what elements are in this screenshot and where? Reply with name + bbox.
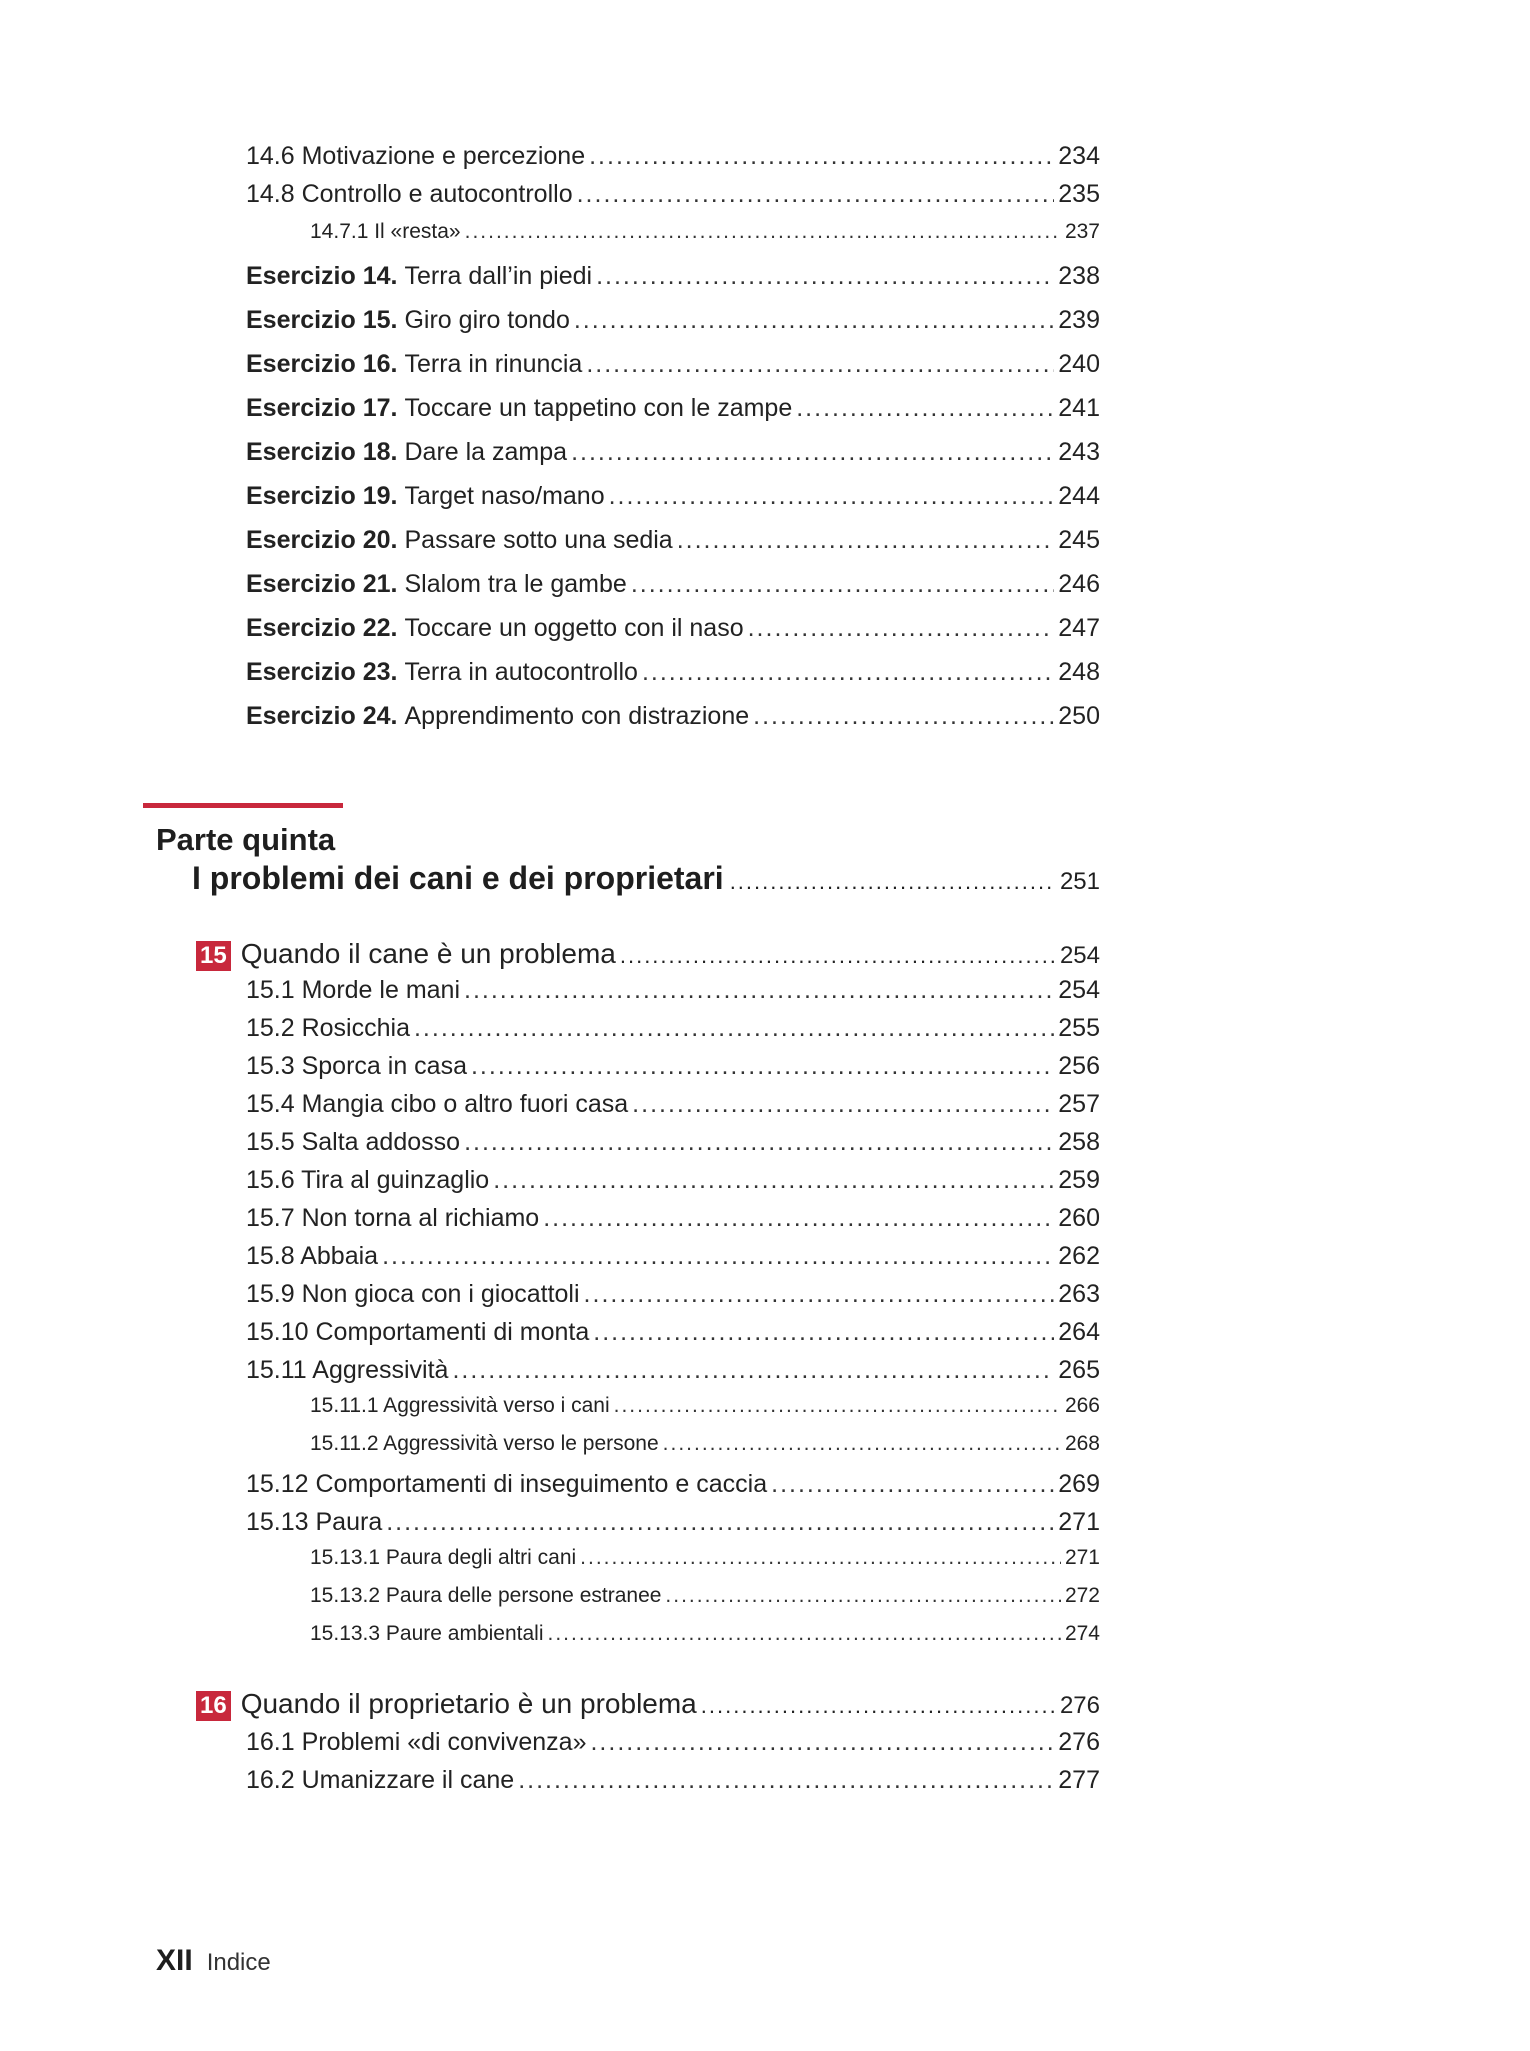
dot-leader — [730, 869, 1054, 895]
entry-title: Slalom tra le gambe — [404, 570, 627, 598]
toc-entry[interactable] — [246, 1128, 1100, 1157]
toc-entry[interactable] — [246, 350, 1100, 379]
entry-title: 15.5 Salta addosso — [246, 1128, 461, 1156]
exercise-number: Esercizio 23. — [246, 658, 398, 686]
toc-entry[interactable] — [246, 1766, 1100, 1795]
toc-entry[interactable] — [246, 394, 1100, 423]
entry-title: 16.1 Problemi «di convivenza» — [246, 1728, 587, 1756]
page-number: 277 — [1058, 1766, 1100, 1794]
toc-entry[interactable] — [246, 1508, 1100, 1537]
page-number: 258 — [1058, 1128, 1100, 1156]
part-rule — [143, 803, 343, 808]
dot-leader — [543, 1204, 1054, 1233]
dot-leader — [677, 526, 1055, 555]
entry-title: 15.7 Non torna al richiamo — [246, 1204, 540, 1232]
dot-leader — [590, 1728, 1054, 1757]
page-number: 241 — [1058, 394, 1100, 422]
page-number: 274 — [1064, 1622, 1100, 1645]
toc-entry[interactable] — [246, 1204, 1100, 1233]
dot-leader — [464, 976, 1054, 1005]
exercise-number: Esercizio 24. — [246, 702, 398, 730]
page-number: 269 — [1058, 1470, 1100, 1498]
entry-title: 14.6 Motivazione e percezione — [246, 142, 586, 170]
toc-entry[interactable] — [246, 702, 1100, 731]
dot-leader — [452, 1356, 1054, 1385]
dot-leader — [471, 1052, 1054, 1081]
dot-leader — [589, 142, 1054, 171]
page-number: 266 — [1064, 1394, 1100, 1417]
toc-entry[interactable] — [310, 220, 1100, 244]
toc-entry[interactable] — [310, 1432, 1100, 1456]
toc-entry[interactable] — [246, 1280, 1100, 1309]
page-number: 276 — [1058, 1728, 1100, 1756]
dot-leader — [493, 1166, 1054, 1195]
dot-leader — [580, 1546, 1061, 1570]
page-number: 245 — [1058, 526, 1100, 554]
dot-leader — [586, 350, 1054, 379]
chapter-title: Quando il proprietario è un problema — [240, 1688, 697, 1719]
folio-number: XII — [156, 1944, 193, 1977]
toc-entry[interactable] — [246, 180, 1100, 209]
toc-entry[interactable] — [246, 1318, 1100, 1347]
dot-leader — [571, 438, 1054, 467]
toc-entry[interactable] — [310, 1584, 1100, 1608]
toc-entry[interactable] — [246, 1090, 1100, 1119]
page-number: 243 — [1058, 438, 1100, 466]
dot-leader — [665, 1584, 1061, 1608]
part-title: Parte quinta — [156, 822, 336, 857]
entry-title: Passare sotto una sedia — [404, 526, 673, 554]
dot-leader — [620, 943, 1056, 969]
dot-leader — [609, 482, 1055, 511]
toc-entry[interactable] — [246, 526, 1100, 555]
page-number: 234 — [1058, 142, 1100, 170]
entry-title: Terra in autocontrollo — [404, 658, 638, 686]
toc-entry[interactable] — [246, 614, 1100, 643]
toc-entry[interactable] — [246, 570, 1100, 599]
page-number: 260 — [1058, 1204, 1100, 1232]
entry-title: 15.1 Morde le mani — [246, 976, 461, 1004]
entry-title: Target naso/mano — [404, 482, 605, 510]
page-number: 244 — [1058, 482, 1100, 510]
page-number: 246 — [1058, 570, 1100, 598]
exercise-number: Esercizio 16. — [246, 350, 398, 378]
exercise-number: Esercizio 17. — [246, 394, 398, 422]
page-number: 255 — [1058, 1014, 1100, 1042]
dot-leader — [548, 1622, 1061, 1646]
entry-title: 15.4 Mangia cibo o altro fuori casa — [246, 1090, 629, 1118]
dot-leader — [663, 1432, 1061, 1456]
chapter-15-heading[interactable] — [196, 938, 1100, 971]
dot-leader — [574, 306, 1054, 335]
entry-title: Giro giro tondo — [404, 306, 570, 334]
entry-title: 14.8 Controllo e autocontrollo — [246, 180, 573, 208]
entry-title: Apprendimento con distrazione — [404, 702, 750, 730]
page-number: 271 — [1058, 1508, 1100, 1536]
entry-title: 15.11 Aggressività — [246, 1356, 449, 1384]
toc-entry[interactable] — [246, 482, 1100, 511]
toc-entry[interactable] — [246, 1052, 1100, 1081]
dot-leader — [642, 658, 1054, 687]
dot-leader — [518, 1766, 1054, 1795]
page-number: 272 — [1064, 1584, 1100, 1607]
page-number: 259 — [1058, 1166, 1100, 1194]
entry-title: 15.11.1 Aggressività verso i cani — [310, 1394, 610, 1417]
toc-entry[interactable] — [246, 1470, 1100, 1499]
entry-title: 15.13 Paura — [246, 1508, 383, 1536]
chapter-title: Quando il cane è un problema — [240, 938, 616, 969]
dot-leader — [748, 614, 1055, 643]
toc-entry[interactable] — [246, 658, 1100, 687]
toc-entry[interactable] — [310, 1394, 1100, 1418]
dot-leader — [796, 394, 1054, 423]
toc-entry[interactable] — [246, 306, 1100, 335]
page-number: 248 — [1058, 658, 1100, 686]
page-number: 238 — [1058, 262, 1100, 290]
page-number: 254 — [1058, 976, 1100, 1004]
page-number: 262 — [1058, 1242, 1100, 1270]
entry-title: 15.11.2 Aggressività verso le persone — [310, 1432, 659, 1455]
part-subtitle: I problemi dei cani e dei proprietari — [192, 860, 724, 896]
page-number: 239 — [1058, 306, 1100, 334]
toc-entry[interactable] — [246, 1242, 1100, 1271]
entry-title: 15.8 Abbaia — [246, 1242, 379, 1270]
page-number: 257 — [1058, 1090, 1100, 1118]
entry-title: 16.2 Umanizzare il cane — [246, 1766, 515, 1794]
toc-entry[interactable] — [246, 976, 1100, 1005]
entry-title: Terra in rinuncia — [404, 350, 583, 378]
chapter-number-badge: 16 — [196, 1691, 231, 1721]
dot-leader — [596, 262, 1054, 291]
entry-title: 15.6 Tira al guinzaglio — [246, 1166, 490, 1194]
page-number: 265 — [1058, 1356, 1100, 1384]
exercise-number: Esercizio 20. — [246, 526, 398, 554]
page-number: 240 — [1058, 350, 1100, 378]
page-number: 247 — [1058, 614, 1100, 642]
page-number: 250 — [1058, 702, 1100, 730]
page-footer — [156, 1944, 271, 1978]
section-label: Indice — [206, 1949, 271, 1976]
page-number: 235 — [1058, 180, 1100, 208]
page-number: 263 — [1058, 1280, 1100, 1308]
page-number: 237 — [1064, 220, 1100, 243]
entry-title: Toccare un tappetino con le zampe — [404, 394, 793, 422]
dot-leader — [632, 1090, 1054, 1119]
entry-title: 15.13.2 Paura delle persone estranee — [310, 1584, 662, 1607]
dot-leader — [631, 570, 1054, 599]
page-number: 276 — [1059, 1692, 1100, 1719]
chapter-number-badge: 15 — [196, 941, 231, 971]
toc-entry[interactable] — [310, 1622, 1100, 1646]
toc-entry[interactable] — [246, 262, 1100, 291]
toc-entry[interactable] — [246, 1728, 1100, 1757]
entry-title: Toccare un oggetto con il naso — [404, 614, 744, 642]
dot-leader — [593, 1318, 1054, 1347]
page-number: 251 — [1059, 868, 1100, 895]
page-number: 254 — [1059, 942, 1100, 969]
entry-title: 15.9 Non gioca con i giocattoli — [246, 1280, 580, 1308]
dot-leader — [465, 220, 1061, 244]
dot-leader — [753, 702, 1054, 731]
toc-entry[interactable] — [246, 438, 1100, 467]
entry-title: 15.12 Comportamenti di inseguimento e caccia — [246, 1470, 768, 1498]
toc-entry[interactable] — [246, 1166, 1100, 1195]
entry-title: 15.13.1 Paura degli altri cani — [310, 1546, 577, 1569]
page-number: 264 — [1058, 1318, 1100, 1346]
exercise-number: Esercizio 22. — [246, 614, 398, 642]
chapter-16-heading[interactable] — [196, 1688, 1100, 1721]
entry-title: 15.10 Comportamenti di monta — [246, 1318, 590, 1346]
entry-title: 15.13.3 Paure ambientali — [310, 1622, 544, 1645]
entry-title: 15.3 Sporca in casa — [246, 1052, 467, 1080]
dot-leader — [701, 1693, 1056, 1719]
toc-entry[interactable] — [246, 1014, 1100, 1043]
toc-entry[interactable] — [246, 142, 1100, 171]
dot-leader — [464, 1128, 1054, 1157]
toc-entry[interactable] — [246, 1356, 1100, 1385]
exercise-number: Esercizio 21. — [246, 570, 398, 598]
entry-title: Dare la zampa — [404, 438, 568, 466]
dot-leader — [386, 1508, 1054, 1537]
dot-leader — [614, 1394, 1061, 1418]
page-number: 268 — [1064, 1432, 1100, 1455]
part-subtitle-entry[interactable] — [192, 860, 1100, 897]
dot-leader — [577, 180, 1055, 209]
exercise-number: Esercizio 19. — [246, 482, 398, 510]
dot-leader — [414, 1014, 1054, 1043]
exercise-number: Esercizio 14. — [246, 262, 398, 290]
entry-title: 14.7.1 Il «resta» — [310, 220, 461, 243]
page-number: 271 — [1064, 1546, 1100, 1569]
exercise-number: Esercizio 18. — [246, 438, 398, 466]
entry-title: 15.2 Rosicchia — [246, 1014, 410, 1042]
dot-leader — [382, 1242, 1054, 1271]
entry-title: Terra dall’in piedi — [404, 262, 593, 290]
page-number: 256 — [1058, 1052, 1100, 1080]
toc-entry[interactable] — [310, 1546, 1100, 1570]
exercise-number: Esercizio 15. — [246, 306, 398, 334]
dot-leader — [584, 1280, 1055, 1309]
dot-leader — [771, 1470, 1054, 1499]
